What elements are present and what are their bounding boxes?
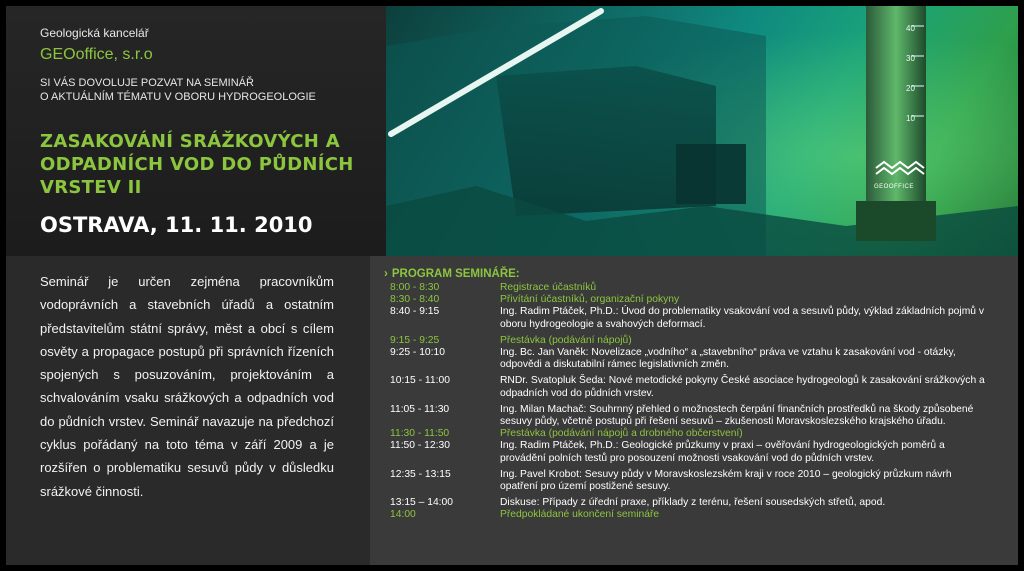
program-time: 12:35 - 13:15 [390, 468, 451, 480]
invitation-card [6, 6, 1018, 565]
header-panel [6, 6, 386, 256]
company-subtitle: Geologická kancelář [40, 26, 149, 40]
program-time: 13:15 – 14:00 [390, 497, 453, 509]
company-name: GEOoffice, s.r.o [40, 46, 153, 63]
program-time: 8:40 - 9:15 [390, 306, 440, 318]
photo-logo-text: GEOOFFICE [874, 184, 914, 190]
program-desc: Přivítání účastníků, organizační pokyny [500, 294, 680, 306]
tube-mark: 10 [906, 114, 915, 123]
program-list [390, 282, 1010, 522]
program-time: 8:00 - 8:30 [390, 282, 440, 293]
tube-scale [906, 14, 926, 134]
program-item [390, 469, 1010, 493]
program-time: 11:05 - 11:30 [390, 403, 450, 415]
place-date: OSTRAVA, 11. 11. 2010 [40, 213, 313, 237]
program-desc: Přestávka (podávání nápojů) [500, 334, 632, 346]
program-time: 9:25 - 10:10 [390, 347, 445, 359]
tube-mark: 20 [906, 84, 915, 93]
program-desc: Diskuse: Případy z úřední praxe, příklady z terénu, řešení sousedských střetů, apod. [500, 497, 886, 509]
header-photo [386, 6, 1018, 256]
program-heading [384, 268, 520, 280]
program-item [390, 440, 1010, 464]
program-time: 11:30 - 11:50 [390, 428, 450, 440]
program-desc: Přestávka (podávání nápojů a drobného občerstvení) [500, 428, 743, 440]
seminar-title: ZASAKOVÁNÍ SRÁŽKOVÝCH A ODPADNÍCH VOD DO PŮDNÍCH VRSTEV II [40, 131, 354, 198]
program-item [390, 497, 1010, 509]
program-desc: Předpokládané ukončení semináře [500, 509, 660, 521]
chevron-right-icon: › [384, 268, 388, 280]
program-panel [370, 256, 1018, 565]
program-desc: Ing. Radim Ptáček, Ph.D.: Úvod do problematiky vsakování vod a sesuvů půdy, výklad základních pojmů v oboru hydrogeologie a svahových deformací. [500, 306, 985, 330]
invitation-line-1: SI VÁS DOVOLUJE POZVAT NA SEMINÁŘ [40, 77, 254, 89]
program-item [390, 509, 1010, 521]
program-desc: Ing. Milan Machač: Souhrnný přehled o možnostech čerpání finančních prostředků na škody způsobené sesuvy půdy, včetně postupů při řešení sesuvů – zkušenosti Moravskoslezského krajského úřadu. [500, 403, 974, 428]
program-desc: RNDr. Svatopluk Šeda: Nové metodické pokyny České asociace hydrogeologů k zasakování srážkových a odpadních vod do půdních vrstev. [500, 375, 985, 399]
intro-text: Seminář je určen zejména pracovníkům vodoprávních a stavebních úřadů a ostatním představitelům státní správy, měst a obcí s cílem osvěty a propagace postupů při správních řízeních spojených s posuzováním, projektováním a schvalováním vsaku srážkových a odpadních vod do půdních vrstev. Seminář navazuje na předchozí cyklus pořádaný na toto téma v září 2009 a je rozšířen o problematiku sesuvů půdy v důsledku srážkové činnosti. [40, 274, 334, 499]
tube-mark: 40 [906, 24, 915, 33]
program-time: 8:30 - 8:40 [390, 294, 440, 306]
program-item [390, 306, 1010, 330]
tube-mark: 30 [906, 54, 915, 63]
program-item [390, 404, 1010, 428]
program-item [390, 347, 1010, 371]
program-title: PROGRAM SEMINÁŘE: [391, 268, 520, 280]
program-item [390, 375, 1010, 399]
program-time: 9:15 - 9:25 [390, 334, 440, 346]
program-desc: Ing. Radim Ptáček, Ph.D.: Geologické průzkumy v praxi – ověřování hydrogeologických poměrů a provádění polních testů pro posouzení možnosti vsakování vod do půdních vrstev. [500, 440, 945, 464]
program-item [390, 428, 1010, 440]
intro-panel [6, 256, 370, 565]
program-time: 11:50 - 12:30 [390, 440, 450, 452]
program-item [390, 294, 1010, 306]
invitation-line-2: O AKTUÁLNÍM TÉMATU V OBORU HYDROGEOLOGIE [40, 91, 316, 103]
program-time: 14:00 [390, 509, 416, 521]
program-item [390, 335, 1010, 347]
program-desc: Registrace účastníků [500, 282, 597, 293]
program-item [390, 282, 1010, 294]
program-time: 10:15 - 11:00 [390, 375, 450, 387]
invitation-text [40, 76, 370, 104]
program-desc: Ing. Bc. Jan Vaněk: Novelizace „vodního“ a „stavebního“ práva ve vztahu k zasakování vod - otázky, odpovědi a diskutabilní rámec legislativních změn. [500, 347, 956, 371]
program-desc: Ing. Pavel Krobot: Sesuvy půdy v Moravskoslezském kraji v roce 2010 – geologický průzkum návrh opatření pro území postižené sesuvy. [500, 468, 952, 493]
